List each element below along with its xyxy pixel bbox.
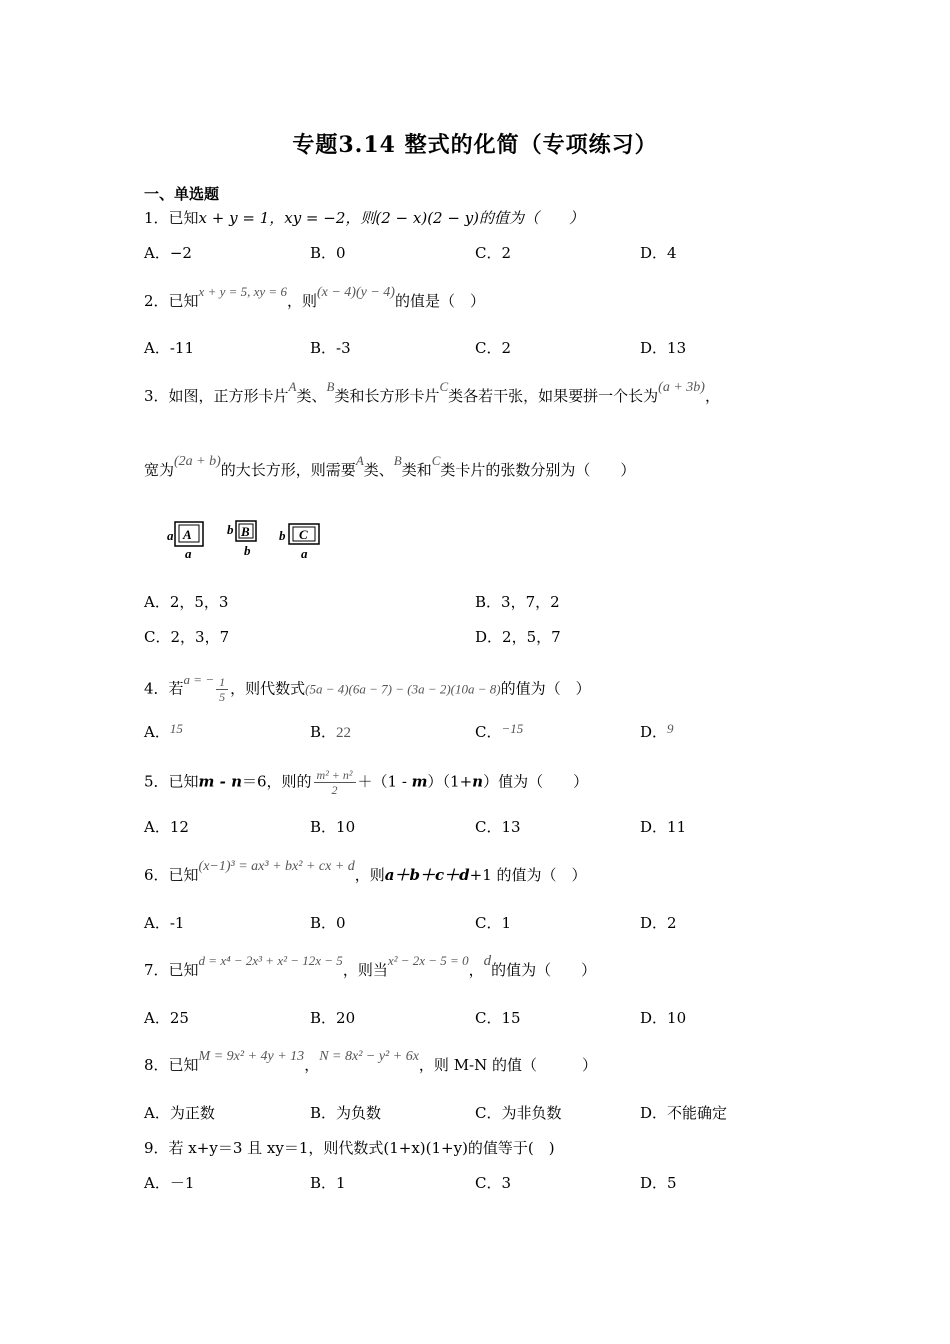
q7-text-3: ， xyxy=(468,961,484,979)
card-figure xyxy=(165,512,335,562)
q9-option-b: B．1 xyxy=(310,1174,346,1192)
q5-text-1: 5．已知 xyxy=(144,772,199,791)
q3-text-6: 宽为 xyxy=(144,461,175,479)
q3-text-5: ， xyxy=(704,387,720,405)
q4-math-var: a = − xyxy=(183,671,215,687)
q3-text-1: 3．如图，正方形卡片 xyxy=(144,387,289,405)
q4-option-d-label: D． xyxy=(640,723,668,741)
q2-math-2: (x − 4)(y − 4) xyxy=(316,285,395,300)
q1-option-a: A．−2 xyxy=(144,244,192,262)
q4-option-a xyxy=(144,722,183,743)
q2-option-c: C．2 xyxy=(475,339,512,357)
q9-option-d: D．5 xyxy=(640,1174,677,1192)
q2-mid: ，则 xyxy=(286,292,317,310)
q5-text-2: ＝6，则的 xyxy=(242,772,312,791)
q4-math-expr: (5a − 4)(6a − 7) − (3a − 2)(10a − 8) xyxy=(305,681,501,697)
q1-option-c: C．2 xyxy=(475,244,512,262)
q3-math-b: B xyxy=(326,379,335,394)
q7-option-b: B．20 xyxy=(310,1009,356,1027)
q3-option-a: A．2，5，3 xyxy=(144,593,229,611)
q3-text-8: 类、 xyxy=(363,461,394,479)
q8-option-b: B．为负数 xyxy=(310,1104,382,1122)
question-4 xyxy=(144,671,591,704)
q6-option-a: A．-1 xyxy=(144,914,185,932)
q4-option-a-label: A． xyxy=(144,723,170,741)
q5-fraction xyxy=(314,768,356,797)
q6-option-d: D．2 xyxy=(640,914,677,932)
q1-prefix: 1．已知 xyxy=(144,209,199,227)
q6-text-1: 6．已知 xyxy=(144,866,199,884)
q8-text-1: 8．已知 xyxy=(144,1056,199,1074)
q4-option-b-label: B． xyxy=(310,723,337,741)
q8-math-1: M = 9x² + 4y + 13 xyxy=(198,1049,305,1064)
q3-math-c-2: C xyxy=(431,453,441,468)
q7-text-4: 的值为（ ） xyxy=(491,961,597,979)
question-6 xyxy=(144,859,587,887)
q7-option-c: C．15 xyxy=(475,1009,521,1027)
q3-math-a-2: A xyxy=(355,453,364,468)
q9-option-a: A．－1 xyxy=(144,1174,195,1192)
q2-option-b: B．-3 xyxy=(310,339,351,357)
fig-label-b-left-2: b xyxy=(279,528,286,543)
q2-option-a: A．-11 xyxy=(144,339,194,357)
q3-math-c: C xyxy=(439,379,449,394)
q3-text-9: 类和 xyxy=(401,461,432,479)
q5-text-3: ＋（1 - xyxy=(357,772,412,791)
q4-option-c-label: C． xyxy=(475,723,502,741)
q4-option-d-value: 9 xyxy=(667,721,674,736)
q2-option-d: D．13 xyxy=(640,339,687,357)
q8-option-d: D．不能确定 xyxy=(640,1104,728,1122)
q7-option-a: A．25 xyxy=(144,1009,189,1027)
q7-text-1: 7．已知 xyxy=(144,961,199,979)
q5-frac-den: 2 xyxy=(331,783,338,797)
q4-option-b-value: 22 xyxy=(336,725,352,741)
q1-condition: 𝑥 + 𝑦 = 1，𝑥𝑦 = −2，则(2 − 𝑥)(2 − 𝑦)的值为（ ） xyxy=(198,209,585,227)
page-title: 专题3.14 整式的化简（专项练习） xyxy=(292,132,658,158)
q4-option-b xyxy=(310,722,351,743)
q5-text-5: ）值为（ ） xyxy=(483,772,589,791)
q3-math-width: (2a + b) xyxy=(174,454,221,469)
q3-math-length: (a + 3b) xyxy=(658,380,705,395)
question-7 xyxy=(144,953,597,981)
q7-math-1: d = x⁴ − 2x³ + x² − 12x − 5 xyxy=(198,953,343,968)
q4-frac-num: 1 xyxy=(216,675,228,690)
q9-option-c: C．3 xyxy=(475,1174,512,1192)
fig-card-a-label: A xyxy=(183,527,192,542)
q5-option-b: B．10 xyxy=(310,818,356,836)
q8-text-2: ， xyxy=(304,1056,320,1074)
q7-math-2: x² − 2x − 5 = 0 xyxy=(387,953,469,968)
question-3-line-2 xyxy=(144,453,636,482)
q2-math-1: x + y = 5, xy = 6 xyxy=(198,284,287,299)
q3-text-10: 类卡片的张数分别为（ ） xyxy=(440,461,636,479)
q3-math-a: A xyxy=(288,379,297,394)
q6-text-2: ，则 xyxy=(354,866,385,884)
q2-suffix: 的值是（ ） xyxy=(394,292,485,310)
fig-card-c-label: C xyxy=(299,527,308,542)
fig-label-b-left: b xyxy=(227,522,234,537)
q1-option-b: B．0 xyxy=(310,244,346,262)
q3-text-3: 类和长方形卡片 xyxy=(334,387,440,405)
section-heading: 一、单选题 xyxy=(144,185,220,203)
q5-m: m xyxy=(411,772,428,791)
q5-option-d: D．11 xyxy=(640,818,687,836)
q3-text-2: 类、 xyxy=(296,387,327,405)
question-2 xyxy=(144,284,485,313)
question-9: 9．若 x+y＝3 且 xy＝1，则代数式(1+x)(1+y)的值等于( ) xyxy=(144,1139,555,1157)
q5-m-minus-n: m - n xyxy=(198,772,242,791)
q7-math-3: d xyxy=(483,953,492,969)
q4-text-2: ，则代数式 xyxy=(230,679,306,698)
q6-text-3: +1 的值为（ ） xyxy=(469,866,587,884)
q3-option-b: B．3，7，2 xyxy=(475,593,560,611)
q3-option-c: C．2，3，7 xyxy=(144,628,230,646)
q1-option-d: D．4 xyxy=(640,244,677,262)
q5-option-c: C．13 xyxy=(475,818,521,836)
q8-option-a: A．为正数 xyxy=(144,1104,215,1122)
fig-label-a-bottom: a xyxy=(185,546,192,561)
q5-option-a: A．12 xyxy=(144,818,189,836)
q3-text-4: 类各若干张，如果要拼一个长为 xyxy=(448,387,659,405)
q8-math-2: N = 8x² − y² + 6x xyxy=(319,1049,419,1064)
q4-option-c-value: −15 xyxy=(501,721,524,736)
question-8 xyxy=(144,1049,598,1077)
q7-text-2: ，则当 xyxy=(342,961,388,979)
q5-frac-num: m² + n² xyxy=(314,768,356,783)
q5-text-4: ）（1+ xyxy=(427,772,473,791)
fig-label-a-bottom-2: a xyxy=(301,546,308,561)
fig-card-b-label: B xyxy=(241,524,250,539)
fig-label-b-bottom: b xyxy=(244,543,251,558)
q3-math-b-2: B xyxy=(393,453,402,468)
question-3-line-1 xyxy=(144,379,720,408)
q2-prefix: 2．已知 xyxy=(144,292,199,310)
q6-option-c: C．1 xyxy=(475,914,512,932)
q4-option-d xyxy=(640,722,674,743)
q3-option-d: D．2，5，7 xyxy=(475,628,561,646)
q5-n: n xyxy=(472,772,484,791)
q3-text-7: 的大长方形，则需要 xyxy=(220,461,356,479)
q4-frac-den: 5 xyxy=(219,690,226,704)
q6-math: (x−1)³ = ax³ + bx² + cx + d xyxy=(198,859,355,874)
question-5 xyxy=(144,768,588,797)
q8-option-c: C．为非负数 xyxy=(475,1104,562,1122)
q4-text-3: 的值为（ ） xyxy=(500,679,591,698)
question-1 xyxy=(144,208,584,228)
q4-text-1: 4．若 xyxy=(144,679,184,698)
q6-sum: a＋b＋c＋d xyxy=(384,866,470,884)
q4-fraction xyxy=(216,675,228,704)
fig-label-a-left: a xyxy=(167,528,174,543)
q8-text-3: ，则 M-N 的值（ ） xyxy=(418,1056,598,1074)
q7-option-d: D．10 xyxy=(640,1009,687,1027)
q4-option-a-value: 15 xyxy=(169,721,183,736)
q6-option-b: B．0 xyxy=(310,914,346,932)
q4-option-c xyxy=(475,722,523,743)
